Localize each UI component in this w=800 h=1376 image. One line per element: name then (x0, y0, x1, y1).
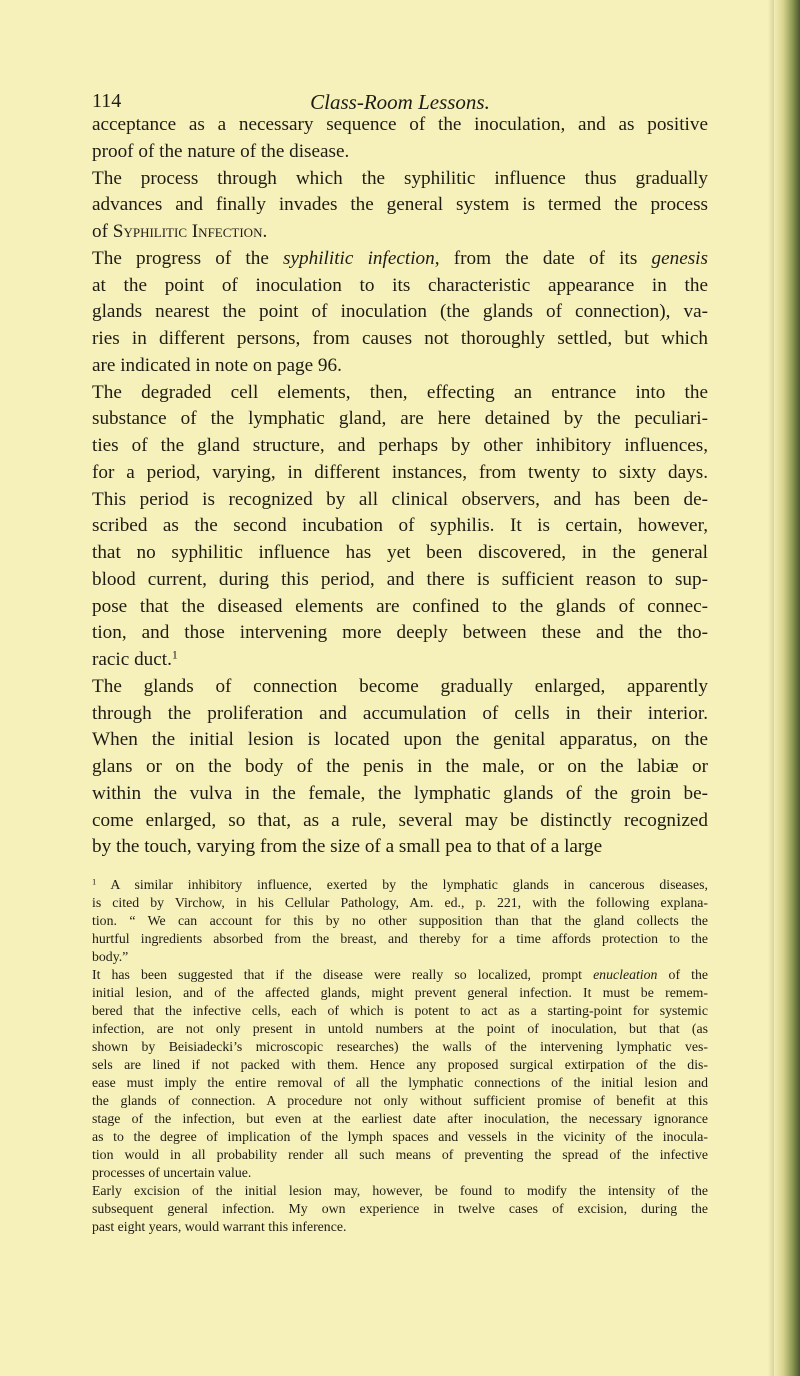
text-line: tion, and those intervening more deeply between these and the tho- (92, 622, 708, 644)
text-run: The progress of the (92, 247, 284, 269)
text-line: proof of the nature of the disease. (92, 140, 350, 162)
text-line: glans or on the body of the penis in the male, or on the labiæ or (92, 756, 708, 777)
small-caps-text: Syphilitic Infection. (112, 221, 268, 242)
text-line: stage of the infection, but even at the earliest date after inoculation, the necessary ignorance (92, 1111, 708, 1126)
footnote-marker: 1 (92, 876, 97, 887)
text-line: ries in different persons, from causes not thoroughly settled, but which (92, 328, 708, 349)
italic-text: enucleation (593, 967, 658, 982)
running-title: Class-Room Lessons. (310, 90, 490, 114)
text-line: come enlarged, so that, as a rule, several may be distinctly recognized (92, 809, 708, 831)
text-line: that no syphilitic influence has yet been discovered, in the general (92, 542, 708, 563)
text-line: at the point of inoculation to its characteristic appearance in the (92, 274, 708, 296)
footnote-paragraph (92, 1182, 708, 1236)
text-line: body.” (92, 949, 129, 964)
text-line: the glands of connection. A procedure not only without sufficient promise of benefit at this (92, 1093, 708, 1108)
text-line: by the touch, varying from the size of a small pea to that of a large (92, 836, 603, 858)
paragraph (92, 112, 708, 166)
text-line (92, 966, 708, 984)
text-line: subsequent general infection. My own experience in twelve cases of excision, during the (92, 1201, 708, 1216)
text-line: within the vulva in the female, the lymphatic glands of the groin be- (92, 782, 708, 804)
text-line: Early excision of the initial lesion may, however, be found to modify the intensity of the (92, 1183, 708, 1198)
text-line (92, 246, 708, 273)
paragraph (92, 674, 708, 861)
text-line: tion. “ We can account for this by no other supposition than that the gland collects the (92, 913, 708, 928)
footnote-paragraph (92, 966, 708, 1182)
text-line (92, 647, 708, 674)
paragraph (92, 380, 708, 674)
text-line: This period is recognized by all clinical observers, and has been de- (92, 488, 708, 510)
text-line: through the proliferation and accumulation of cells in their interior. (92, 702, 708, 724)
text-line: advances and finally invades the general system is termed the process (92, 194, 708, 216)
text-line: glands nearest the point of inoculation (the glands of connection), va- (92, 301, 708, 323)
text-line: is cited by Virchow, in his Cellular Pathology, Am. ed., p. 221, with the following explana- (92, 895, 708, 910)
text-line: sels are lined if not packed with them. Hence any proposed surgical extirpation of the dis- (92, 1057, 708, 1072)
text-line: ties of the gland structure, and perhaps by other inhibitory influences, (92, 435, 708, 456)
text-line: When the initial lesion is located upon the genital apparatus, on the (92, 729, 708, 751)
page-number: 114 (92, 90, 122, 112)
italic-text: syphilitic infection (283, 247, 435, 269)
text-line: The degraded cell elements, then, effecting an entrance into the (92, 381, 708, 403)
footnote-marker: 1 (171, 647, 178, 662)
footnotes (92, 876, 708, 1236)
text-line: infection, are not only present in untold numbers at the point of inoculation, but that (as (92, 1021, 708, 1036)
text-line: past eight years, would warrant this inference. (92, 1219, 347, 1234)
text-run: racic duct. (92, 649, 172, 670)
text-line (92, 219, 708, 246)
text-line: ease must imply the entire removal of all the lymphatic connections of the initial lesion and (92, 1075, 708, 1090)
footnote-paragraph (92, 876, 708, 966)
book-gutter-edge (774, 0, 800, 1376)
text-line: blood current, during this period, and there is sufficient reason to sup- (92, 568, 708, 590)
text-line (92, 876, 708, 894)
text-line: tion would in all probability render all such means of preventing the spread of the infective (92, 1147, 708, 1162)
text-line: scribed as the second incubation of syphilis. It is certain, however, (92, 515, 708, 537)
text-line: substance of the lymphatic gland, are here detained by the peculiari- (92, 408, 708, 430)
text-line: hurtful ingredients absorbed from the breast, and thereby for a time affords protection to the (92, 931, 708, 946)
text-line: The process through which the syphilitic influence thus gradually (92, 167, 708, 189)
text-run: , from the date of its (434, 247, 652, 269)
text-run: of (92, 221, 113, 242)
text-line: pose that the diseased elements are confined to the glands of connec- (92, 595, 708, 617)
text-line: are indicated in note on page 96. (92, 354, 342, 376)
paragraph (92, 166, 708, 246)
paragraph (92, 246, 708, 380)
italic-text: genesis (651, 247, 708, 269)
text-run: of the (657, 967, 708, 982)
text-line: as to the degree of implication of the lymph spaces and vessels in the vicinity of the inocula- (92, 1129, 708, 1144)
text-line: for a period, varying, in different instances, from twenty to sixty days. (92, 461, 708, 483)
text-run: It has been suggested that if the disease were really so localized, prompt (92, 967, 594, 982)
text-line: The glands of connection become gradually enlarged, apparently (92, 675, 708, 697)
text-line: bered that the infective cells, each of which is potent to act as a starting-point for systemic (92, 1003, 708, 1018)
text-run: A similar inhibitory influence, exerted by the lymphatic glands in cancerous diseases, (96, 877, 708, 892)
text-line: initial lesion, and of the affected glands, might prevent general infection. It must be remem- (92, 985, 708, 1000)
text-line: acceptance as a necessary sequence of the inoculation, and as positive (92, 114, 708, 135)
text-line: shown by Beisiadecki’s microscopic researches) the walls of the intervening lymphatic ves- (92, 1039, 708, 1054)
text-line: processes of uncertain value. (92, 1165, 252, 1180)
body-text (92, 112, 708, 861)
